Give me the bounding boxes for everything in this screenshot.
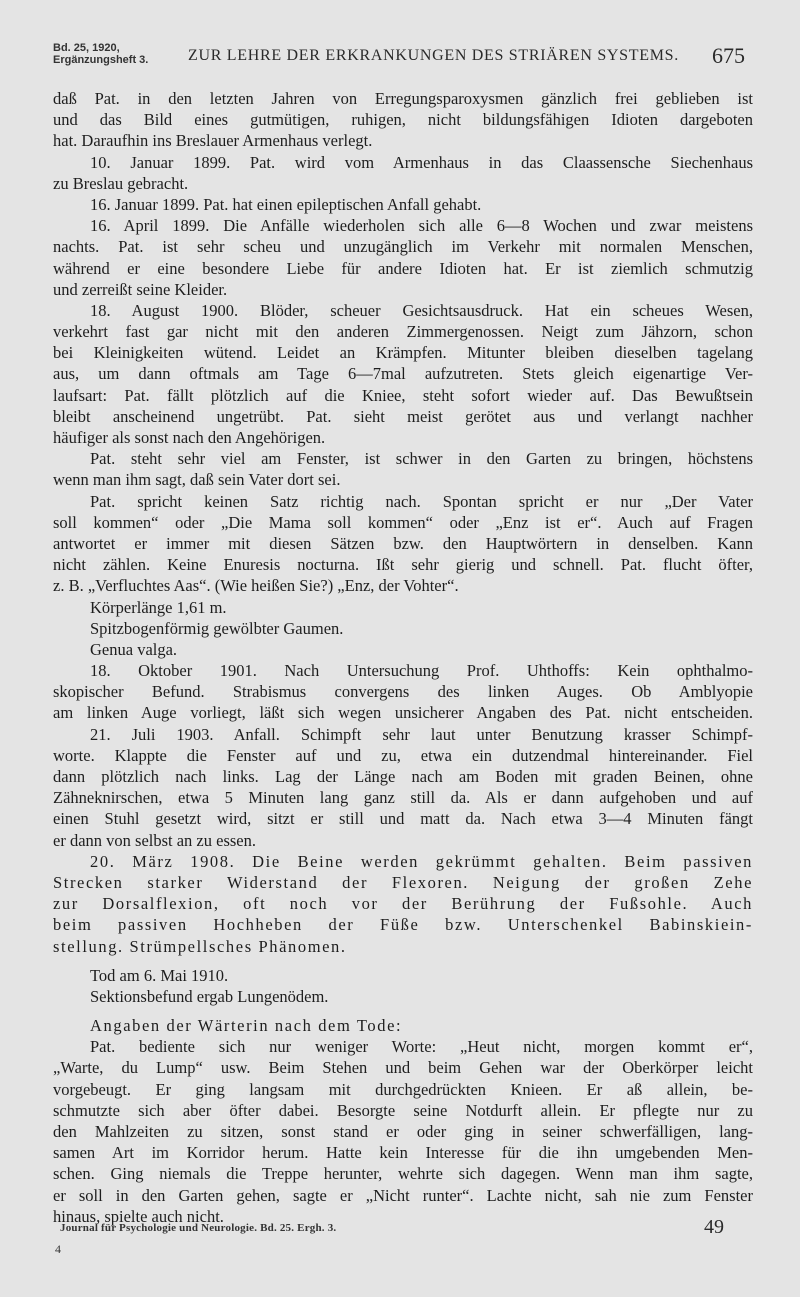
- text-line: aus, um dann oftmals am Tage 6—7mal aufzutreten. Stets gleich eigenartige Ver-: [53, 364, 753, 384]
- volume-line-2: Ergänzungsheft 3.: [53, 54, 149, 66]
- text-line: 18. Oktober 1901. Nach Untersuchung Prof. Uhthoffs: Kein ophthalmo-: [90, 661, 753, 681]
- text-line: Angaben der Wärterin nach dem Tode:: [90, 1016, 403, 1036]
- text-line: 16. April 1899. Die Anfälle wiederholen sich alle 6—8 Wochen und zwar meistens: [90, 216, 753, 236]
- text-line: Genua valga.: [90, 639, 178, 659]
- volume-info: [53, 42, 148, 66]
- text-line: schmutzte sich aber öfter dabei. Besorgte seine Notdurft allein. Er pflegte nur zu: [53, 1100, 753, 1120]
- text-line: verkehrt fast gar nicht mit den anderen Zimmergenossen. Neigt zum Jähzorn, schon: [53, 322, 753, 342]
- text-line: Sektionsbefund ergab Lungenödem.: [90, 986, 329, 1006]
- text-line: zu Breslau gebracht.: [53, 173, 189, 193]
- text-line: Strecken starker Widerstand der Flexoren. Neigung der großen Zehe: [53, 872, 753, 892]
- text-line: antwortet er immer mit diesen Sätzen bzw. den Hauptwörtern in denselben. Kann: [53, 533, 753, 553]
- text-line: er soll in den Garten gehen, sagte er „Nicht runter“. Lachte nicht, sah nie zum Fenster: [53, 1185, 753, 1205]
- text-line: soll kommen“ oder „Die Mama soll kommen“ oder „Enz ist er“. Auch auf Fragen: [53, 512, 753, 532]
- text-line: am linken Auge vorliegt, läßt sich wegen unsicherer Angaben des Pat. nicht entscheiden.: [53, 703, 753, 723]
- text-line: einen Stuhl gesetzt wird, sitzt er still und matt da. Nach etwa 3—4 Minuten fängt: [53, 809, 753, 829]
- text-line: 10. Januar 1899. Pat. wird vom Armenhaus in das Claassensche Siechenhaus: [90, 152, 753, 172]
- text-line: stellung. Strümpellsches Phänomen.: [53, 936, 347, 956]
- text-line: und das Bild eines gutmütigen, ruhigen, nicht bildungsfähigen Idioten dargeboten: [53, 110, 753, 130]
- text-line: 20. März 1908. Die Beine werden gekrümmt gehalten. Beim passiven: [90, 851, 753, 871]
- text-line: schen. Ging niemals die Treppe herunter, wehrte sich dagegen. Wenn man ihm sagte,: [53, 1164, 753, 1184]
- sheet-number: 49: [704, 1216, 724, 1238]
- text-line: hat. Daraufhin ins Breslauer Armenhaus verlegt.: [53, 131, 373, 151]
- text-line: Zähneknirschen, etwa 5 Minuten lang ganz still da. Als er dann aufgehoben und auf: [53, 788, 753, 808]
- text-line: vorgebeugt. Er ging langsam mit durchgedrückten Knieen. Er aß allein, be-: [53, 1079, 753, 1099]
- paragraph-gap: [53, 1007, 753, 1015]
- text-line: bleibt anscheinend ungetrübt. Pat. sieht meist gerötet aus und verlangt nachher: [53, 406, 753, 426]
- text-line: beim passiven Hochheben der Füße bzw. Unterschenkel Babinskiein-: [53, 915, 753, 935]
- text-line: bei Kleinigkeiten wütend. Leidet an Krämpfen. Mitunter bleiben dieselben tagelang: [53, 343, 753, 363]
- text-line: z. B. „Verfluchtes Aas“. (Wie heißen Sie?) „Enz, der Vohter“.: [53, 576, 459, 596]
- text-line: worte. Klappte die Fenster auf und zu, etwa ein dutzendmal hintereinander. Fiel: [53, 745, 753, 765]
- text-line: Pat. spricht keinen Satz richtig nach. Spontan spricht er nur „Der Vater: [90, 491, 753, 511]
- body-text: [53, 88, 753, 1227]
- text-line: 18. August 1900. Blöder, scheuer Gesichtsausdruck. Hat ein scheues Wesen,: [90, 300, 753, 320]
- text-line: zur Dorsalflexion, oft noch vor der Berührung der Fußsohle. Auch: [53, 894, 753, 914]
- text-line: er dann von selbst an zu essen.: [53, 830, 256, 850]
- text-line: laufsart: Pat. fällt plötzlich auf die Kniee, steht sofort wieder auf. Das Bewußtsein: [53, 385, 753, 405]
- text-line: hinaus, spielte auch nicht.: [53, 1206, 224, 1226]
- text-line: dann plötzlich nach links. Lag der Länge nach am Boden mit graden Beinen, ohne: [53, 767, 753, 786]
- text-line: daß Pat. in den letzten Jahren von Erregungsparoxysmen gänzlich frei geblieben ist: [53, 89, 753, 108]
- text-line: Pat. steht sehr viel am Fenster, ist schwer in den Garten zu bringen, höchstens: [90, 449, 753, 469]
- text-line: Körperlänge 1,61 m.: [90, 597, 227, 617]
- text-line: 16. Januar 1899. Pat. hat einen epileptischen Anfall gehabt.: [90, 194, 482, 214]
- text-line: skopischer Befund. Strabismus convergens des linken Auges. Ob Amblyopie: [53, 682, 753, 702]
- text-line: nicht zählen. Keine Enuresis nocturna. Ißt sehr gierig und schnell. Pat. flucht öfter,: [53, 555, 753, 575]
- text-line: wenn man ihm sagt, daß sein Vater dort sei.: [53, 470, 341, 490]
- paragraph-gap: [53, 957, 753, 965]
- volume-line-1: Bd. 25, 1920,: [53, 42, 120, 54]
- text-line: häufiger als sonst nach den Angehörigen.: [53, 428, 326, 447]
- text-line: samen Art im Korridor herum. Hatte kein Interesse für die ihn umgebenden Men-: [53, 1143, 753, 1163]
- text-line: nachts. Pat. ist sehr scheu und unzugänglich im Verkehr mit normalen Menschen,: [53, 237, 753, 257]
- text-line: den Mahlzeiten zu sitzen, sonst stand er oder ging in seiner schwerfälligen, lang-: [53, 1122, 753, 1141]
- text-line: während er eine besondere Liebe für andere Idioten hat. Er ist ziemlich schmutzig: [53, 258, 753, 278]
- text-line: „Warte, du Lump“ usw. Beim Stehen und beim Gehen war der Oberkörper leicht: [53, 1058, 753, 1078]
- text-line: und zerreißt seine Kleider.: [53, 279, 228, 299]
- running-title: ZUR LEHRE DER ERKRANKUNGEN DES STRIÄREN SYSTEMS.: [188, 47, 679, 64]
- text-line: 21. Juli 1903. Anfall. Schimpft sehr laut unter Benutzung krasser Schimpf-: [90, 724, 753, 744]
- text-line: Pat. bediente sich nur weniger Worte: „Heut nicht, morgen kommt er“,: [90, 1037, 753, 1057]
- signature-mark: 4: [55, 1242, 61, 1256]
- journal-footer: Journal für Psychologie und Neurologie. Bd. 25. Ergh. 3.: [60, 1222, 337, 1234]
- page-number: 675: [712, 43, 745, 68]
- text-line: Tod am 6. Mai 1910.: [90, 965, 229, 985]
- text-line: Spitzbogenförmig gewölbter Gaumen.: [90, 618, 344, 638]
